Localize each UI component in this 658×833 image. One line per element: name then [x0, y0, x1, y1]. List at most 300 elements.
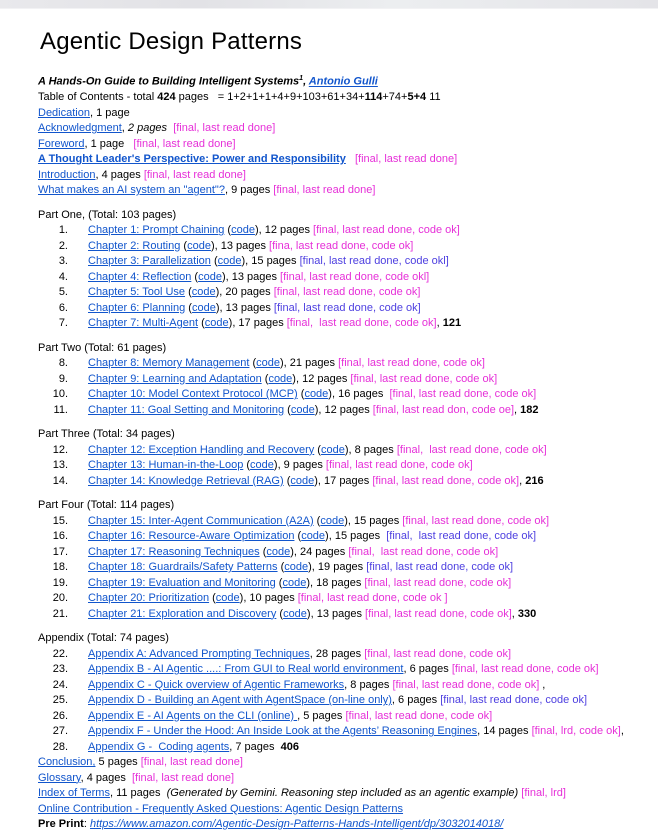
status-text: [fina, last read done, code ok] — [269, 239, 414, 252]
chapter-20-code-link[interactable]: code — [215, 592, 240, 605]
toc-chapter-9 — [38, 372, 644, 388]
running-page-total: 216 — [525, 474, 544, 487]
text-run: ), 15 pages — [344, 514, 403, 527]
chapter-11-link[interactable]: Chapter 11: Goal Setting and Monitoring — [88, 403, 285, 416]
chapter-18-link[interactable]: Chapter 18: Guardrails/Safety Patterns — [88, 561, 278, 574]
what-makes-agent-link[interactable]: What makes an AI system an "agent"? — [38, 184, 225, 197]
chapter-14-code-link[interactable]: code — [290, 474, 315, 487]
status-text: [final, last read done] — [133, 137, 236, 150]
text-run: ), 13 pages — [221, 270, 281, 283]
item-number: 6. — [58, 301, 68, 314]
chapter-11-code-link[interactable]: code — [290, 403, 315, 416]
item-number: 18. — [52, 561, 68, 574]
toc-line-glossary — [38, 771, 644, 787]
line-runs — [38, 631, 644, 647]
toc-chapter-8 — [38, 356, 644, 372]
glossary-link[interactable]: Glossary — [38, 771, 81, 784]
text-run: , 5 pages — [297, 709, 346, 722]
text-run: ( — [185, 301, 192, 314]
chapter-14-link[interactable]: Chapter 14: Knowledge Retrieval (RAG) — [88, 474, 284, 487]
text-run: ( — [243, 459, 251, 472]
item-number: 7. — [58, 317, 68, 330]
line-runs — [88, 709, 644, 725]
text-run: : — [83, 818, 90, 831]
line-runs — [88, 693, 644, 709]
status-text: [final, last read done, code ok] — [364, 647, 511, 660]
chapter-20-link[interactable]: Chapter 20: Prioritization — [88, 592, 210, 605]
introduction-link[interactable]: Introduction — [38, 168, 96, 181]
line-runs — [88, 545, 644, 561]
text-run: Part One, (Total: 103 pages) — [38, 208, 177, 221]
toc-chapter-20 — [38, 591, 644, 607]
text-run: ( — [209, 592, 216, 605]
text-run: ), 10 pages — [239, 592, 298, 605]
status-text: [final, last read done] — [273, 184, 376, 197]
preprint-amazon-link[interactable]: https://www.amazon.com/Agentic-Design-Patterns-Hands-Intelligent/dp/3032014018/ — [89, 818, 504, 831]
status-text: [final, last read done, code ok] — [273, 301, 421, 314]
text-run: , 8 pages — [344, 678, 393, 691]
chapter-1-link[interactable]: Chapter 1: Prompt Chaining — [88, 224, 225, 237]
line-runs — [88, 576, 644, 592]
item-number: 25. — [52, 694, 68, 707]
status-text: [final, last read done, code ok] — [366, 561, 513, 574]
chapter-21-link[interactable]: Chapter 21: Exploration and Discovery — [88, 607, 277, 620]
status-text: [final, last read done] — [131, 771, 235, 784]
toc-chapter-10 — [38, 387, 644, 403]
chapter-12-link[interactable]: Chapter 12: Exception Handling and Recovery — [88, 443, 315, 456]
toc-chapter-6 — [38, 301, 644, 317]
page-title: Agentic Design Patterns — [40, 28, 303, 55]
text-run: Part Three (Total: 34 pages) — [38, 428, 175, 441]
status-text: [final, last read done] — [140, 756, 243, 769]
text-run — [346, 153, 355, 165]
line-runs — [88, 529, 644, 545]
status-text: [final, last read done, code ok] — [348, 545, 499, 558]
status-text: [final, last read done] — [355, 153, 458, 166]
text-run: ), 15 pages — [241, 255, 300, 268]
appendix-g-link[interactable]: Appendix G - Coding agents — [88, 740, 230, 753]
toc-line-what-makes-agent — [38, 183, 644, 199]
document-page — [0, 9, 658, 833]
status-text: [final, last read done, code ok] — [451, 663, 599, 676]
item-number: 8. — [58, 357, 68, 370]
toc-appendix-d — [38, 693, 644, 709]
line-runs — [38, 121, 644, 137]
text-run: ( — [284, 403, 291, 416]
item-number: 5. — [58, 286, 68, 299]
window-top-strip — [0, 0, 658, 9]
text-run: ( — [198, 317, 205, 330]
line-runs — [88, 458, 644, 474]
document-body — [38, 71, 644, 833]
toc-chapter-12 — [38, 443, 644, 459]
text-run: ), 9 pages — [273, 459, 326, 472]
line-runs — [38, 137, 644, 153]
foreword-link[interactable]: Foreword — [38, 137, 85, 150]
online-contribution-link[interactable]: Online Contribution - Frequently Asked Questions: Agentic Design Patterns — [38, 802, 404, 815]
chapter-13-code-link[interactable]: code — [250, 459, 274, 472]
line-runs — [88, 443, 644, 459]
item-number: 3. — [58, 255, 68, 268]
status-text: [final, last read done] — [173, 122, 276, 135]
line-runs — [88, 316, 644, 332]
appendix-b-link[interactable]: Appendix B - AI Agentic ....: From GUI to Real world environment — [88, 663, 404, 676]
text-run: +74+ — [382, 91, 408, 104]
toc-appendix-f — [38, 724, 644, 740]
appendix-e-link[interactable]: Appendix E - AI Agents on the CLI (online) — [88, 709, 298, 722]
text-run: , — [511, 607, 518, 620]
line-runs — [38, 802, 644, 818]
line-runs — [88, 301, 644, 317]
appendix-c-link[interactable]: Appendix C - Quick overview of Agentic Frameworks — [88, 678, 345, 691]
toc-chapter-18 — [38, 560, 644, 576]
dedication-link[interactable]: Dedication — [38, 106, 90, 119]
text-run: ), 12 pages — [314, 403, 373, 416]
appendix-d-link[interactable]: Appendix D - Building an Agent with AgentSpace (on-line only) — [88, 694, 392, 707]
chapter-10-link[interactable]: Chapter 10: Model Context Protocol (MCP) — [88, 388, 298, 401]
status-text: [final, last read done, code ok] — [345, 709, 493, 722]
line-runs — [88, 514, 644, 530]
item-number: 12. — [52, 443, 68, 456]
chapter-5-code-link[interactable]: code — [191, 286, 216, 299]
text-run: ( — [314, 443, 321, 456]
status-text: [final, last read done, code okl] — [299, 255, 449, 268]
chapter-12-code-link[interactable]: code — [320, 443, 345, 456]
status-text: [final, last read done, code ok] — [350, 372, 498, 385]
toc-chapter-15 — [38, 514, 644, 530]
text-run: Table of Contents - total — [38, 91, 158, 104]
toc-line-preprint — [38, 817, 644, 833]
toc-total-line — [38, 90, 644, 106]
index-of-terms-link[interactable]: Index of Terms — [38, 787, 110, 800]
text-run: ( — [259, 545, 267, 558]
toc-line-acknowledgment — [38, 121, 644, 137]
chapter-16-code-link[interactable]: code — [301, 530, 326, 543]
text-run: , — [303, 75, 309, 88]
text-run: ), 13 pages — [210, 239, 270, 252]
text-run: , — [539, 678, 546, 691]
chapter-15-code-link[interactable]: code — [320, 514, 345, 527]
line-runs — [38, 208, 644, 224]
status-text: [final, last read done, code ok] — [396, 443, 547, 456]
toc-chapter-4 — [38, 270, 644, 286]
line-runs — [88, 724, 644, 740]
line-runs — [88, 270, 644, 286]
toc-chapter-5 — [38, 285, 644, 301]
line-runs — [38, 71, 644, 90]
line-runs — [88, 607, 644, 623]
item-number: 26. — [52, 709, 68, 722]
line-runs — [38, 755, 644, 771]
item-number: 28. — [52, 740, 68, 753]
chapter-9-link[interactable]: Chapter 9: Learning and Adaptation — [88, 372, 262, 385]
text-run: pages = 1+2+1+1+4+9+103+61+34+ — [175, 91, 365, 104]
text-run: 11 — [426, 91, 441, 104]
chapter-21-code-link[interactable]: code — [283, 607, 307, 620]
line-runs — [88, 372, 644, 388]
chapter-18-code-link[interactable]: code — [284, 561, 309, 574]
status-text: [final, last read done, code ok] — [338, 357, 485, 370]
text-run: ( — [313, 514, 321, 527]
status-text: [final, last read done, code ok] — [365, 607, 512, 620]
status-text: [final, last read done] — [143, 168, 246, 181]
item-number: 9. — [58, 372, 68, 385]
line-runs — [88, 678, 644, 694]
status-text: [final, last read done, code ok] — [364, 576, 512, 589]
text-run: Pre Print — [38, 818, 84, 831]
running-page-total: 182 — [520, 403, 539, 416]
text-run: ), 15 pages — [325, 530, 387, 543]
line-runs — [88, 239, 644, 255]
running-page-total: 406 — [280, 740, 299, 753]
line-runs — [38, 786, 644, 802]
appendix-a-link[interactable]: Appendix A: Advanced Prompting Techniques — [88, 647, 310, 660]
status-text: [final, last read done, code ok] — [386, 530, 537, 543]
text-run: Appendix (Total: 74 pages) — [38, 632, 169, 645]
text-run: Part Four (Total: 114 pages) — [38, 499, 175, 512]
line-runs — [88, 285, 644, 301]
line-runs — [88, 740, 644, 756]
chapter-8-link[interactable]: Chapter 8: Memory Management — [88, 357, 250, 370]
text-run: 2 pages — [127, 122, 168, 135]
toc-chapter-13 — [38, 458, 644, 474]
line-runs — [88, 387, 644, 403]
text-run: , — [436, 317, 443, 330]
chapter-6-code-link[interactable]: code — [191, 301, 216, 314]
status-text: [final, last read done, code ok] — [392, 678, 540, 691]
text-run: ), 12 pages — [254, 224, 314, 237]
chapter-9-code-link[interactable]: code — [268, 372, 293, 385]
chapter-7-code-link[interactable]: code — [204, 317, 229, 330]
text-run: , — [519, 474, 526, 487]
status-text: [final, last read don, code oe] — [372, 403, 515, 416]
status-text: [final, last read done, code ok] — [286, 317, 437, 330]
text-run: , 7 pages — [229, 740, 281, 753]
text-run: ( — [297, 388, 305, 401]
chapter-15-link[interactable]: Chapter 15: Inter-Agent Communication (A2A) — [88, 514, 314, 527]
item-number: 15. — [52, 514, 68, 527]
chapter-6-link[interactable]: Chapter 6: Planning — [88, 301, 186, 314]
toc-line-introduction — [38, 168, 644, 184]
text-run: ), 24 pages — [290, 545, 349, 558]
status-text: [final, last read done, code ok] — [372, 474, 520, 487]
status-text: [final, last read done, code ok] — [389, 388, 537, 401]
item-number: 21. — [52, 607, 68, 620]
text-run: ( — [191, 270, 199, 283]
text-run: ( — [294, 530, 302, 543]
chapter-17-code-link[interactable]: code — [266, 545, 291, 558]
status-text: [final, last read done, code ok] — [402, 514, 550, 527]
toc-chapter-11 — [38, 403, 644, 419]
item-number: 23. — [52, 663, 68, 676]
text-run: ), 20 pages — [215, 286, 274, 299]
toc-line-index-of-terms — [38, 786, 644, 802]
item-number: 27. — [52, 725, 68, 738]
item-number: 11. — [53, 403, 68, 416]
chapter-4-code-link[interactable]: code — [198, 270, 222, 283]
text-run: A Hands-On Guide to Building Intelligent Systems — [38, 75, 300, 88]
toc-line-conclusion — [38, 755, 644, 771]
line-runs — [88, 662, 644, 678]
text-run: , 1 page — [84, 137, 134, 150]
text-run: , 9 pages — [224, 184, 274, 197]
running-page-total: 121 — [442, 317, 462, 330]
item-number: 2. — [58, 239, 68, 252]
text-run: , 6 pages — [403, 663, 452, 676]
text-run: ), 12 pages — [292, 372, 351, 385]
line-runs — [88, 474, 644, 490]
text-run: , 11 pages — [109, 787, 167, 800]
toc-line-online-contribution — [38, 802, 644, 818]
thought-leader-link[interactable]: A Thought Leader's Perspective: Power and Responsibility — [38, 153, 346, 166]
item-number: 14. — [52, 474, 68, 487]
status-text: [final, lrd] — [521, 787, 566, 800]
toc-chapter-16 — [38, 529, 644, 545]
conclusion-link[interactable]: Conclusion, — [38, 756, 96, 769]
subtitle-line — [38, 71, 644, 90]
text-run: , — [514, 403, 521, 416]
toc-appendix-g — [38, 740, 644, 756]
chapter-1-code-link[interactable]: code — [231, 224, 255, 237]
line-runs — [38, 341, 644, 357]
appendix-f-link[interactable]: Appendix F - Under the Hood: An Inside Look at the Agents’ Reasoning Engines — [88, 725, 478, 738]
text-run: ), 19 pages — [308, 561, 367, 574]
line-runs — [88, 356, 644, 372]
toc-line-thought-leader — [38, 152, 644, 168]
chapter-5-link[interactable]: Chapter 5: Tool Use — [88, 286, 186, 299]
chapter-2-code-link[interactable]: code — [187, 239, 211, 252]
text-run: , 6 pages — [391, 694, 441, 707]
text-run: 114 — [364, 91, 383, 104]
status-text: [final, last read done, code ok] — [313, 224, 460, 237]
line-runs — [38, 106, 644, 122]
text-run: ), 13 pages — [306, 607, 366, 620]
text-run: , 4 pages — [80, 771, 132, 784]
text-run: (Generated by Gemini. Reasoning step included as an agentic example) — [166, 787, 519, 800]
status-text: [final, last read done, code okl] — [280, 270, 430, 283]
toc-chapter-2 — [38, 239, 644, 255]
chapter-2-link[interactable]: Chapter 2: Routing — [88, 239, 181, 252]
line-runs — [88, 254, 644, 270]
status-text: [final, last read done, code ok] — [273, 286, 421, 299]
text-run: ( — [283, 474, 291, 487]
line-runs — [38, 152, 644, 168]
text-run: Part Two (Total: 61 pages) — [38, 341, 167, 354]
text-run: ), 13 pages — [215, 301, 274, 314]
item-number: 20. — [52, 592, 68, 605]
chapter-19-link[interactable]: Chapter 19: Evaluation and Monitoring — [88, 576, 276, 589]
footnote-superscript: 1 — [299, 75, 304, 82]
text-run: 5 pages — [95, 756, 141, 769]
line-runs — [38, 168, 644, 184]
toc-appendix-c — [38, 678, 644, 694]
chapter-8-code-link[interactable]: code — [256, 357, 281, 370]
item-number: 13. — [52, 459, 68, 472]
text-run: , — [121, 122, 128, 135]
toc-chapter-21 — [38, 607, 644, 623]
line-runs — [88, 223, 644, 239]
toc-appendix-b — [38, 662, 644, 678]
chapter-3-link[interactable]: Chapter 3: Parallelization — [88, 255, 211, 268]
item-number: 16. — [52, 530, 68, 543]
text-run: ( — [185, 286, 192, 299]
status-text: [final, last read done, code ok ] — [297, 592, 448, 605]
status-text: [final, lrd, code ok] — [531, 725, 621, 738]
line-runs — [38, 771, 644, 787]
text-run: ), 18 pages — [306, 576, 365, 589]
text-run: ), 16 pages — [328, 388, 390, 401]
line-runs — [38, 498, 644, 514]
text-run: ( — [249, 357, 257, 370]
toc-chapter-1 — [38, 223, 644, 239]
toc-chapter-14 — [38, 474, 644, 490]
part-one-header — [38, 208, 644, 224]
text-run: 424 — [157, 91, 176, 104]
line-runs — [88, 403, 644, 419]
toc-chapter-17 — [38, 545, 644, 561]
text-run: 5+4 — [407, 91, 427, 104]
text-run: ), 17 pages — [314, 474, 373, 487]
chapter-10-code-link[interactable]: code — [304, 388, 329, 401]
line-runs — [38, 817, 644, 833]
text-run: , 28 pages — [309, 647, 365, 660]
line-runs — [88, 560, 644, 576]
toc-line-dedication — [38, 106, 644, 122]
item-number: 22. — [52, 647, 68, 660]
chapter-4-link[interactable]: Chapter 4: Reflection — [88, 270, 192, 283]
text-run: , — [620, 725, 624, 738]
text-run: ( — [276, 607, 284, 620]
toc-chapter-3 — [38, 254, 644, 270]
chapter-17-link[interactable]: Chapter 17: Reasoning Techniques — [88, 545, 260, 558]
toc-line-foreword — [38, 137, 644, 153]
text-run: , 4 pages — [95, 168, 144, 181]
item-number: 19. — [52, 576, 68, 589]
chapter-13-link[interactable]: Chapter 13: Human-in-the-Loop — [88, 459, 244, 472]
toc-appendix-e — [38, 709, 644, 725]
line-runs — [38, 90, 644, 106]
text-run: ), 8 pages — [344, 443, 397, 456]
toc-chapter-19 — [38, 576, 644, 592]
text-run: ( — [210, 255, 218, 268]
status-text: [final, last read done, code ok] — [325, 459, 473, 472]
item-number: 17. — [52, 545, 68, 558]
chapter-3-code-link[interactable]: code — [217, 255, 242, 268]
line-runs — [38, 427, 644, 443]
line-runs — [38, 183, 644, 199]
item-number: 4. — [58, 270, 68, 283]
text-run: , 1 page — [89, 106, 130, 119]
text-run: ( — [261, 372, 269, 385]
author-link[interactable]: Antonio Gulli — [308, 75, 378, 88]
chapter-16-link[interactable]: Chapter 16: Resource-Aware Optimization — [88, 530, 295, 543]
part-four-header — [38, 498, 644, 514]
toc-chapter-7 — [38, 316, 644, 332]
text-run: , 14 pages — [477, 725, 532, 738]
acknowledgment-link[interactable]: Acknowledgment — [38, 122, 122, 135]
status-text: [final, last read done, code ok] — [440, 694, 588, 707]
appendix-header — [38, 631, 644, 647]
text-run: ( — [180, 239, 188, 252]
part-three-header — [38, 427, 644, 443]
text-run: ( — [277, 561, 285, 574]
chapter-19-code-link[interactable]: code — [282, 576, 307, 589]
toc-appendix-a — [38, 647, 644, 663]
chapter-7-link[interactable]: Chapter 7: Multi-Agent — [88, 317, 199, 330]
text-run: ), 17 pages — [228, 317, 287, 330]
part-two-header — [38, 341, 644, 357]
line-runs — [88, 591, 644, 607]
